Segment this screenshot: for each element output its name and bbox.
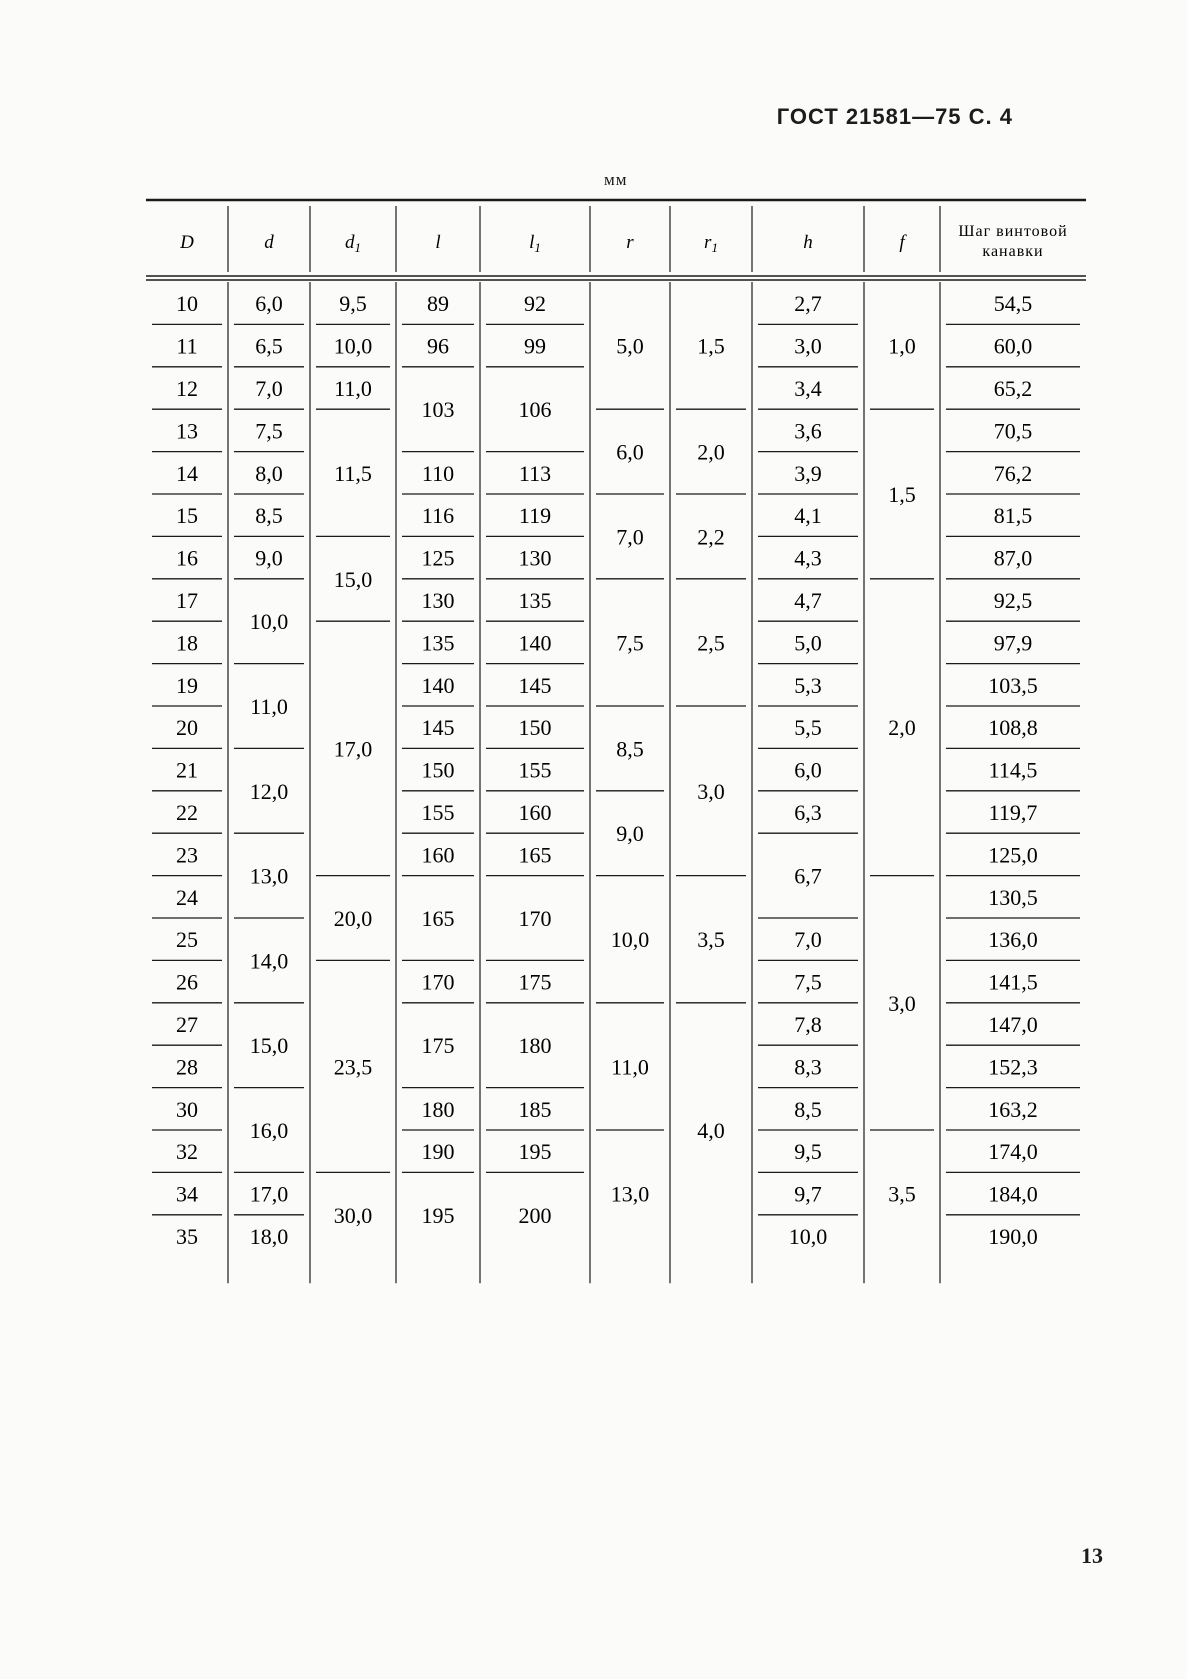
cell-d: 12,0 [249, 778, 289, 804]
cell-D: 18 [176, 630, 198, 656]
cell-h: 7,0 [794, 927, 822, 953]
cell-l1: 99 [524, 333, 546, 359]
cell-d1: 17,0 [333, 736, 373, 762]
cell-D: 20 [176, 715, 198, 741]
cell-l: 150 [421, 757, 455, 783]
cell-h: 3,9 [794, 460, 822, 486]
cell-D: 26 [176, 969, 198, 995]
cell-d: 10,0 [249, 609, 289, 635]
cell-step: 152,3 [988, 1054, 1038, 1080]
cell-d: 6,5 [255, 333, 283, 359]
cell-D: 34 [176, 1181, 198, 1207]
cell-r1: 2,5 [697, 630, 725, 656]
cell-D: 12 [176, 376, 198, 401]
cell-h: 4,3 [794, 545, 822, 571]
cell-D: 30 [176, 1096, 198, 1122]
cell-l1: 135 [518, 588, 552, 613]
cell-step: 163,2 [988, 1096, 1038, 1122]
cell-d: 13,0 [249, 863, 289, 889]
cell-h: 10,0 [788, 1224, 828, 1249]
cell-r1: 3,5 [697, 927, 725, 953]
cell-step: 125,0 [988, 842, 1038, 868]
cell-l: 140 [421, 672, 455, 698]
cell-step: 130,5 [988, 884, 1038, 910]
cell-D: 16 [176, 545, 198, 571]
cell-step: 184,0 [988, 1181, 1038, 1207]
cell-l: 165 [421, 906, 455, 931]
cell-step: 119,7 [988, 800, 1038, 825]
cell-f: 1,5 [888, 482, 916, 507]
cell-step: 54,5 [993, 291, 1033, 317]
cell-l: 125 [421, 545, 455, 571]
cell-step: 97,9 [993, 630, 1033, 656]
cell-r1: 1,5 [697, 333, 725, 359]
cell-d1: 15,0 [333, 566, 373, 592]
cell-r: 6,0 [616, 439, 644, 465]
cell-l1: 165 [518, 842, 552, 868]
cell-r: 7,5 [616, 630, 644, 656]
cell-h: 3,0 [794, 333, 822, 359]
cell-d: 15,0 [249, 1033, 289, 1059]
cell-h: 3,6 [794, 418, 822, 444]
cell-l1: 92 [524, 291, 546, 317]
cell-D: 10 [176, 291, 198, 317]
cell-l: 89 [427, 291, 449, 317]
cell-step: 65,2 [993, 376, 1033, 401]
cell-l: 195 [421, 1202, 455, 1228]
cell-l: 145 [421, 715, 455, 741]
cell-step: 103,5 [988, 672, 1038, 698]
cell-d1: 10,0 [333, 333, 373, 359]
cell-d: 6,0 [255, 291, 283, 317]
cell-h: 9,7 [794, 1181, 822, 1207]
cell-d: 18,0 [249, 1224, 289, 1249]
cell-D: 14 [176, 460, 198, 486]
cell-d: 14,0 [249, 948, 289, 974]
cell-D: 32 [176, 1139, 198, 1165]
cell-step: 174,0 [988, 1139, 1038, 1165]
cell-h: 8,3 [794, 1054, 822, 1080]
column-header-D: D [180, 232, 194, 253]
cell-d: 17,0 [249, 1181, 289, 1207]
cell-l: 175 [421, 1033, 455, 1059]
cell-f: 1,0 [888, 333, 916, 359]
cell-h: 5,3 [794, 672, 822, 698]
column-header-f: f [899, 232, 905, 253]
cell-step: 92,5 [993, 588, 1033, 613]
cell-d: 8,0 [255, 460, 283, 486]
cell-h: 2,7 [794, 291, 822, 317]
cell-f: 3,0 [888, 990, 916, 1016]
cell-l1: 175 [518, 969, 552, 995]
cell-h: 6,7 [794, 863, 822, 889]
column-header-d: d [264, 232, 274, 253]
cell-D: 13 [176, 418, 198, 444]
cell-l1: 180 [518, 1033, 552, 1059]
cell-D: 15 [176, 503, 198, 529]
cell-d: 9,0 [255, 545, 283, 571]
cell-r: 9,0 [616, 821, 644, 847]
cell-d1: 11,5 [334, 460, 372, 486]
cell-h: 6,0 [794, 757, 822, 783]
cell-d1: 20,0 [333, 906, 373, 931]
cell-l: 135 [421, 630, 455, 656]
cell-l1: 130 [518, 545, 552, 571]
cell-l: 116 [421, 503, 455, 529]
cell-d: 7,0 [255, 376, 283, 401]
cell-h: 7,5 [794, 969, 822, 995]
unit-label: мм [604, 170, 628, 189]
cell-l1: 155 [518, 757, 552, 783]
cell-step: 114,5 [988, 757, 1038, 783]
cell-step: 108,8 [988, 715, 1038, 741]
cell-step: 60,0 [993, 333, 1033, 359]
cell-d: 16,0 [249, 1118, 289, 1143]
cell-D: 22 [176, 800, 198, 825]
cell-step: 76,2 [993, 460, 1033, 486]
cell-D: 23 [176, 842, 198, 868]
column-header-l1: $l_1$ [529, 232, 541, 255]
column-header-r: r [626, 232, 634, 253]
cell-l: 180 [421, 1096, 455, 1122]
cell-r1: 3,0 [697, 778, 725, 804]
cell-d1: 11,0 [334, 376, 372, 401]
cell-l: 103 [421, 397, 455, 423]
cell-step: 147,0 [988, 1012, 1038, 1037]
cell-l: 96 [427, 333, 449, 359]
cell-step: 141,5 [988, 969, 1038, 995]
cell-l1: 150 [518, 715, 552, 741]
cell-l1: 185 [518, 1096, 552, 1122]
cell-f: 2,0 [888, 715, 916, 741]
cell-r1: 4,0 [697, 1118, 725, 1143]
cell-r: 11,0 [611, 1054, 649, 1080]
cell-D: 28 [176, 1054, 198, 1080]
cell-d: 11,0 [250, 694, 288, 719]
cell-step: 81,5 [993, 503, 1033, 529]
cell-step: 87,0 [993, 545, 1033, 571]
cell-l: 130 [421, 588, 455, 613]
cell-D: 11 [176, 333, 198, 359]
cell-D: 25 [176, 927, 198, 953]
cell-l1: 200 [518, 1202, 552, 1228]
cell-l1: 145 [518, 672, 552, 698]
cell-step: 70,5 [993, 418, 1033, 444]
cell-l1: 113 [518, 460, 552, 486]
column-header-step: Шаг винтовой канавки [958, 223, 1068, 260]
cell-l: 170 [421, 969, 455, 995]
cell-h: 7,8 [794, 1012, 822, 1037]
cell-D: 35 [176, 1224, 198, 1249]
cell-D: 17 [176, 588, 198, 613]
column-header-l: l [435, 232, 441, 253]
cell-h: 5,0 [794, 630, 822, 656]
cell-l1: 195 [518, 1139, 552, 1165]
cell-l: 155 [421, 800, 455, 825]
cell-f: 3,5 [888, 1181, 916, 1207]
cell-r1: 2,2 [697, 524, 725, 550]
cell-d: 8,5 [255, 503, 283, 529]
cell-step: 136,0 [988, 927, 1038, 953]
cell-D: 21 [176, 757, 198, 783]
cell-d1: 30,0 [333, 1202, 373, 1228]
page-number: 13 [1081, 1543, 1103, 1568]
cell-l1: 119 [518, 503, 552, 529]
cell-l: 110 [421, 460, 455, 486]
cell-h: 9,5 [794, 1139, 822, 1165]
column-header-h: h [803, 232, 813, 253]
cell-l: 160 [421, 842, 455, 868]
cell-l1: 140 [518, 630, 552, 656]
cell-h: 8,5 [794, 1096, 822, 1122]
cell-d1: 9,5 [339, 291, 367, 317]
cell-D: 27 [176, 1012, 198, 1037]
cell-r: 13,0 [610, 1181, 650, 1207]
cell-d: 7,5 [255, 418, 283, 444]
column-header-r1: $r_1$ [704, 232, 718, 255]
cell-h: 6,3 [794, 800, 822, 825]
cell-l1: 106 [518, 397, 552, 423]
cell-D: 19 [176, 672, 198, 698]
cell-l1: 170 [518, 906, 552, 931]
cell-d1: 23,5 [333, 1054, 373, 1080]
cell-h: 3,4 [794, 376, 822, 401]
column-header-d1: $d_1$ [345, 232, 361, 255]
cell-r: 5,0 [616, 333, 644, 359]
cell-h: 5,5 [794, 715, 822, 741]
cell-h: 4,7 [794, 588, 822, 613]
cell-l1: 160 [518, 800, 552, 825]
cell-r1: 2,0 [697, 439, 725, 465]
running-head: ГОСТ 21581—75 С. 4 [776, 104, 1013, 129]
cell-r: 8,5 [616, 736, 644, 762]
cell-D: 24 [176, 884, 198, 910]
cell-h: 4,1 [794, 503, 822, 529]
cell-r: 7,0 [616, 524, 644, 550]
cell-l: 190 [421, 1139, 455, 1165]
cell-step: 190,0 [988, 1224, 1038, 1249]
cell-r: 10,0 [610, 927, 650, 953]
